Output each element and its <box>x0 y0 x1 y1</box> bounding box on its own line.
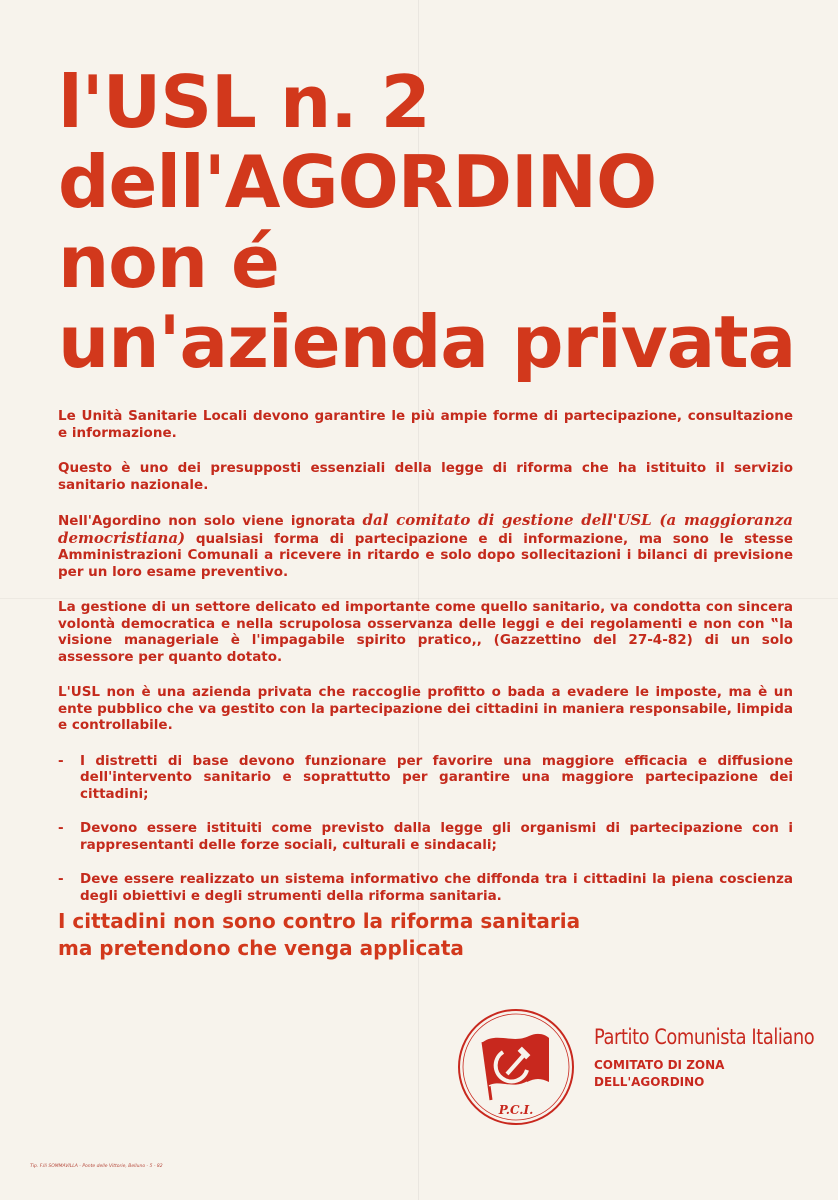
headline-line-2: dell'AGORDINO <box>58 140 657 224</box>
body-text <box>58 408 793 922</box>
slogan <box>58 908 798 962</box>
paragraph-3-end: qualsiasi forma di partecipazione e di informazione, ma sono le stesse Amministrazioni Comunali a ricevere in ritardo e solo dopo sollecitazioni i bilanci di previsione per un loro esame preventivo. <box>58 530 793 580</box>
bullet-dash: - <box>58 820 64 836</box>
bullet-text: I distretti di base devono funzionare per favorire una maggiore efficacia e diffusione dell'intervento sanitario e soprattutto per garantire una maggiore partecipazione dei cittadini; <box>80 752 793 802</box>
party-name: Partito Comunista Italiano <box>594 1025 815 1049</box>
bullet-item <box>58 871 793 904</box>
paragraph-2: Questo è uno dei presupposti essenziali della legge di riforma che ha istituito il servizio sanitario nazionale. <box>58 460 793 493</box>
party-subtitle-line-1: COMITATO DI ZONA <box>594 1058 725 1072</box>
bullet-text: Devono essere istituiti come previsto dalla legge gli organismi di partecipazione con i rappresentanti delle forze sociali, culturali e sindacali; <box>80 820 793 853</box>
paragraph-4: La gestione di un settore delicato ed importante come quello sanitario, va condotta con sincera volontà democratica e nella scrupolosa osservanza delle leggi e dei regolamenti e non con ‟la visione manageriale è l'impagabile spirito pratico,, (Gazzettino del 27-4-82) di un solo assessore per quanto dotato. <box>58 599 793 665</box>
printer-imprint: Tip. F.lli SOMMAVILLA - Ponte delle Vittorie, Belluno - 5 - 82 <box>30 1164 163 1169</box>
headline-line-4: un'azienda privata <box>58 300 796 384</box>
slogan-line-1: I cittadini non sono contro la riforma sanitaria <box>58 909 581 933</box>
paragraph-5: L'USL non è una azienda privata che raccoglie profitto o bada a evadere le imposte, ma è un ente pubblico che va gestito con la partecipazione dei cittadini in maniera responsabile, limpida e controllabile. <box>58 684 793 733</box>
bullet-dash: - <box>58 752 64 769</box>
party-subtitle <box>594 1057 838 1091</box>
headline-line-3: non é <box>58 220 279 304</box>
bullet-item <box>58 753 793 803</box>
paragraph-3-emphasis: dal comitato di gestione dell'USL (a maggioranza democristiana) <box>58 511 793 547</box>
party-block <box>594 1025 838 1091</box>
paragraph-3 <box>58 512 793 580</box>
bullet-dash: - <box>58 871 64 887</box>
bullet-text: Deve essere realizzato un sistema informativo che diffonda tra i cittadini la piena coscienza degli obiettivi e degli strumenti della riforma sanitaria. <box>80 871 793 904</box>
logo-initials: P.C.I. <box>498 1103 534 1117</box>
headline <box>58 62 798 382</box>
pci-logo <box>457 1008 575 1126</box>
party-subtitle-line-2: DELL'AGORDINO <box>594 1075 705 1089</box>
headline-line-1: l'USL n. 2 <box>58 60 430 144</box>
paragraph-3-start: Nell'Agordino non solo viene ignorata <box>58 513 363 529</box>
bullet-item <box>58 820 793 853</box>
paragraph-1: Le Unità Sanitarie Locali devono garantire le più ampie forme di partecipazione, consultazione e informazione. <box>58 408 793 441</box>
slogan-line-2: ma pretendono che venga applicata <box>58 936 464 960</box>
hammer-and-sickle-flag-icon <box>457 1008 575 1126</box>
